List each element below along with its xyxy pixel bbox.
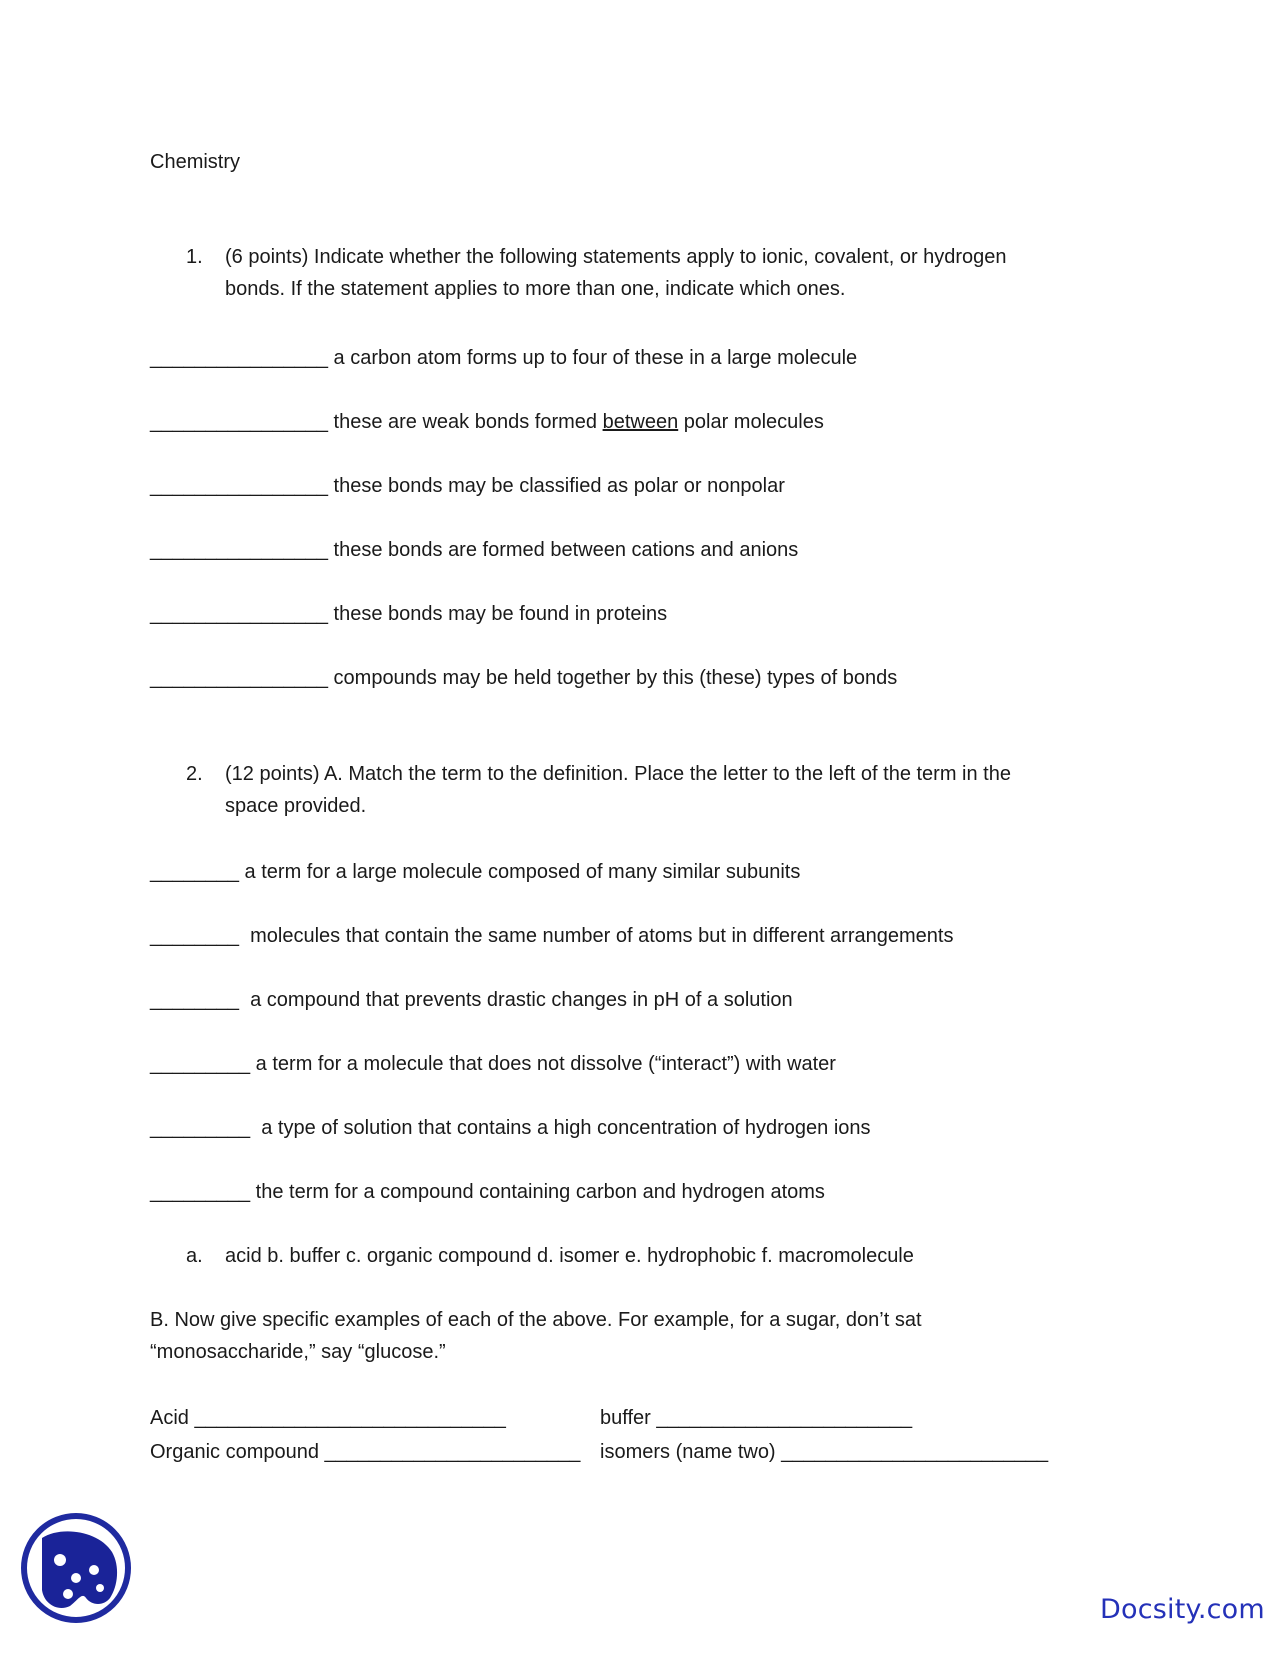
question-2-number: 2.: [186, 763, 203, 785]
definition-text: the term for a compound containing carbon and hydrogen atoms: [255, 1181, 825, 1203]
answer-blank[interactable]: _________: [150, 1117, 251, 1139]
docsity-brand-link[interactable]: Docsity.com: [1100, 1594, 1265, 1625]
answer-blank[interactable]: ________________: [150, 347, 328, 369]
question-1-number: 1.: [186, 246, 203, 268]
answer-blank[interactable]: ________________: [150, 667, 328, 689]
statement-text: these bonds are formed between cations and anions: [333, 539, 799, 561]
acid-label: Acid: [150, 1407, 189, 1429]
q2-answer-row-6: [150, 1181, 825, 1204]
statement-text: a carbon atom forms up to four of these in a large molecule: [333, 347, 858, 369]
organic-compound-field: [150, 1441, 580, 1464]
q1-answer-row-2: [150, 411, 824, 434]
answer-blank[interactable]: _________: [150, 1181, 251, 1203]
organic-compound-blank[interactable]: _______________________: [324, 1441, 581, 1463]
part-b-line-2: “monosaccharide,” say “glucose.”: [150, 1341, 446, 1363]
options-marker: a.: [186, 1245, 203, 1267]
question-1-prompt-line-1: (6 points) Indicate whether the following statements apply to ionic, covalent, or hydrogen: [225, 246, 1007, 268]
definition-text: molecules that contain the same number of atoms but in different arrangements: [250, 925, 954, 947]
statement-text-part: these are weak bonds formed: [333, 411, 603, 433]
isomers-field: [600, 1441, 1048, 1464]
page-title: Chemistry: [150, 151, 241, 173]
statement-text: [334, 411, 824, 433]
q1-answer-row-5: [150, 603, 667, 626]
statement-text: these bonds may be classified as polar or nonpolar: [333, 475, 785, 497]
answer-blank[interactable]: ________: [150, 989, 239, 1011]
q1-answer-row-3: [150, 475, 785, 498]
definition-text: a term for a molecule that does not dissolve (“interact”) with water: [255, 1053, 836, 1075]
q1-answer-row-4: [150, 539, 798, 562]
docsity-logo-icon: [20, 1512, 132, 1624]
answer-blank[interactable]: ________________: [150, 475, 328, 497]
answer-blank[interactable]: ________: [150, 925, 239, 947]
buffer-label: buffer: [600, 1407, 651, 1429]
q2-answer-row-3: [150, 989, 793, 1012]
q1-answer-row-6: [150, 667, 897, 690]
question-2-prompt: [225, 758, 1011, 822]
question-2-prompt-line-1: (12 points) A. Match the term to the definition. Place the letter to the left of the term in the: [225, 763, 1011, 785]
answer-blank[interactable]: ________________: [150, 603, 328, 625]
part-b-instructions: [150, 1304, 922, 1368]
answer-blank[interactable]: ________________: [150, 411, 328, 433]
q2-answer-row-1: [150, 861, 800, 884]
buffer-blank[interactable]: _______________________: [656, 1407, 913, 1429]
answer-blank[interactable]: ________: [150, 861, 239, 883]
definition-text: a compound that prevents drastic changes in pH of a solution: [250, 989, 793, 1011]
options-list: acid b. buffer c. organic compound d. isomer e. hydrophobic f. macromolecule: [225, 1245, 914, 1267]
definition-text: a term for a large molecule composed of many similar subunits: [244, 861, 801, 883]
isomers-blank[interactable]: ________________________: [781, 1441, 1049, 1463]
organic-compound-label: Organic compound: [150, 1441, 319, 1463]
buffer-field: [600, 1407, 912, 1430]
statement-text-part: polar molecules: [678, 411, 824, 433]
statement-text: compounds may be held together by this (these) types of bonds: [333, 667, 898, 689]
underlined-word: between: [602, 411, 679, 433]
question-1-prompt: [225, 241, 1007, 305]
question-2-prompt-line-2: space provided.: [225, 795, 367, 817]
q1-answer-row-1: [150, 347, 857, 370]
part-b-line-1: B. Now give specific examples of each of the above. For example, for a sugar, don’t sat: [150, 1309, 922, 1331]
acid-field: [150, 1407, 506, 1430]
answer-blank[interactable]: _________: [150, 1053, 251, 1075]
answer-blank[interactable]: ________________: [150, 539, 328, 561]
question-1-prompt-line-2: bonds. If the statement applies to more than one, indicate which ones.: [225, 278, 846, 300]
statement-text: these bonds may be found in proteins: [333, 603, 668, 625]
q2-answer-row-4: [150, 1053, 836, 1076]
q2-answer-row-5: [150, 1117, 871, 1140]
isomers-label: isomers (name two): [600, 1441, 776, 1463]
q2-answer-row-2: [150, 925, 953, 948]
definition-text: a type of solution that contains a high concentration of hydrogen ions: [261, 1117, 871, 1139]
acid-blank[interactable]: ____________________________: [194, 1407, 506, 1429]
